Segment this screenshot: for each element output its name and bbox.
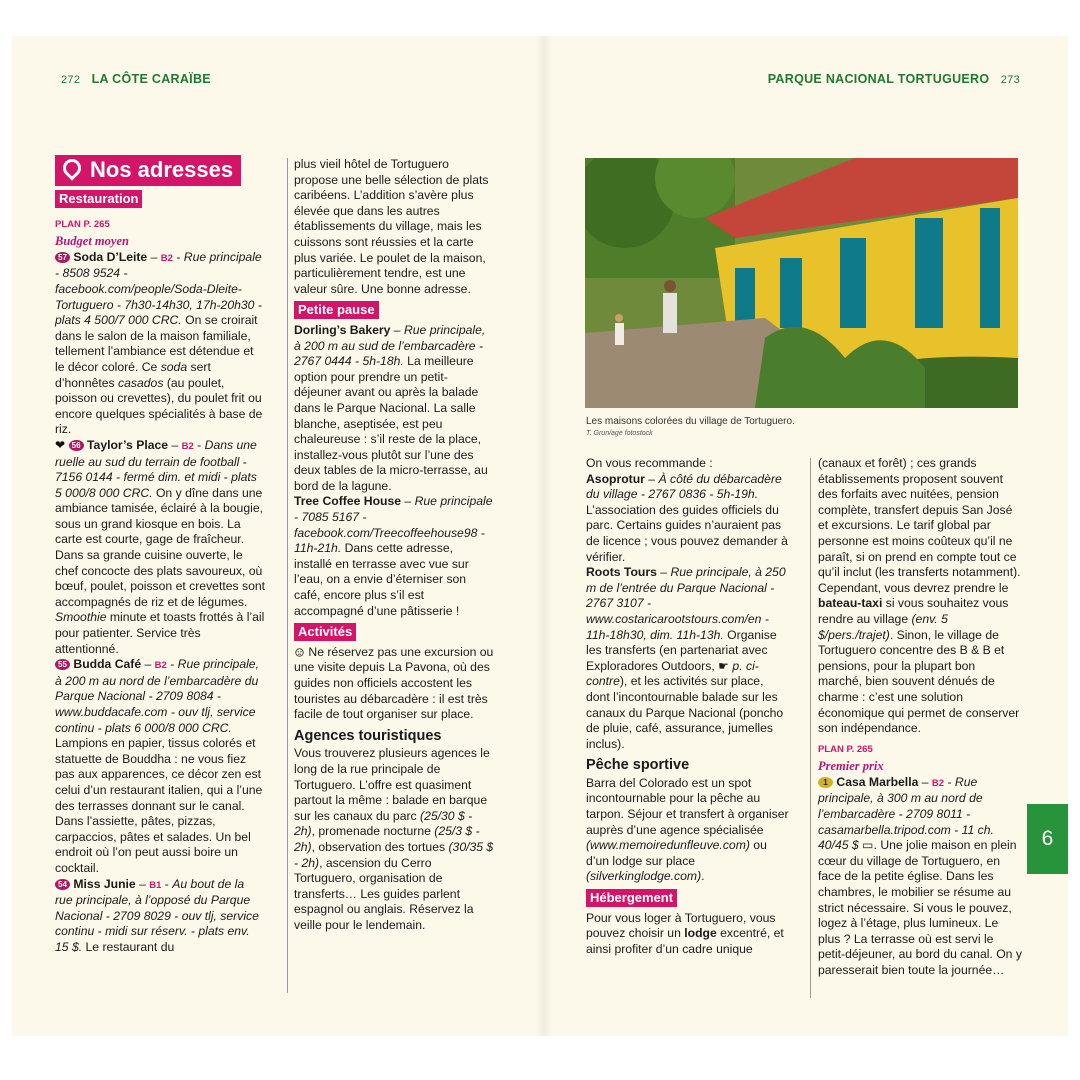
right-section-title: PARQUE NACIONAL TORTUGUERO <box>767 72 990 86</box>
entry-text: , promenade nocturne <box>311 824 435 839</box>
entry-details: Rue principale, à 250 m de l’entrée du Parque Nacional - 2767 3107 - www.costaricarootstours.com/en - 11h-18h30, dim. 11h-13h. <box>586 565 786 642</box>
entry-number-badge: 56 <box>69 440 84 451</box>
entry-text: , observation des tortues <box>311 839 449 854</box>
entry-taylors-place: ❤ 56 Taylor’s Place – B2 - Dans une ruelle au sud du terrain de football - 7156 0144 - fermé dim. et midi - plats 5 000/8 000 CRC. On y dîne dans une ambiance tamisée, éclairé à la bougie, sous un grand kiosque en bois. La carte est courte, gage de fraîcheur. Dans sa grande cuisine ouverte, le chef concocte des plats savoureux, où bœuf, poulet, poisson et crevettes sont accompagnés de riz et de légumes. Smoothie minute et toasts frottés à l’ail pour patienter. Service très attentionné. <box>55 437 266 656</box>
entry-soda-dleite: 57 Soda D’Leite – B2 - Rue principale - 8508 9524 - facebook.com/people/Soda-Dleite-Tortuguero - 7h30-14h30, 17h-20h30 - plats 4 500/7 000 CRC. On se croirait dans le salon de la maison familiale, tellement l’ambiance est détendue et le décor coloré. Ce soda sert d’honnêtes casados (au poulet, poisson ou crevettes), du poulet frit ou encore quelques spécialités à base de riz. <box>55 249 263 437</box>
plan-reference: PLAN P. 265 <box>55 218 110 230</box>
chapter-thumb-tab: 6 <box>1027 804 1068 874</box>
tag-restauration: Restauration <box>55 190 142 208</box>
entry-text: (au poulet, poisson ou crevettes), du poulet frit ou encore quelques spécialités à base de riz. <box>55 375 263 437</box>
entry-details: Rue principale, à 300 m au nord de l’embarcadère - 2709 8011 - casamarbella.tripod.com - 11 ch. 40/45 $ <box>818 774 994 853</box>
activities-warning <box>294 645 494 723</box>
entry-name: Soda D’Leite <box>73 249 148 264</box>
entry-text: La meilleure option pour prendre un petit-déjeuner avant ou après la balade dans le Parque Nacional. La salle blanche, aseptisée, est peu chaleureuse : s’il reste de la place, installez-vous plutôt sur l’une des deux tables de la micro-terrasse, au bord de la lagune. <box>294 354 488 493</box>
hebergement-intro <box>586 911 790 958</box>
entry-text: excentré, et ainsi profiter d’un cadre unique <box>586 926 784 956</box>
entry-casa-marbella: 1 Casa Marbella – B2 - Rue principale, à 300 m au nord de l’embarcadère - 2709 8011 - casamarbella.tripod.com - 11 ch. 40/45 $ ▭. Une jolie maison en plein cœur du village de Tortuguero, en face de la petite église. Dans les chambres, le mobilier se résume au strict nécessaire. Si vous le pouvez, logez à l’étage, plus lumineux. Le plus ? La terrasse où est servi le petit-déjeuner, au bord du canal. On y paresserait bien toute la journée… <box>818 774 1022 977</box>
subheading-peche: Pêche sportive <box>586 757 690 774</box>
entry-details: Rue principale, à 200 m au sud de l’embarcadère - 2767 0444 - 5h-18h. <box>294 322 486 369</box>
entry-name: Casa Marbella <box>836 774 919 789</box>
plan-reference: PLAN P. 265 <box>818 743 873 755</box>
entry-text: . Sinon, le village de Tortuguero concentre des B & B et pensions, pour la plupart bon marché, bien souvent dénués de charme : c’est une solution économique qui permet de conserver son indépendance. <box>818 627 1020 736</box>
column-3 <box>586 456 790 957</box>
book-gutter <box>536 36 552 1036</box>
entry-text-italic: (www.memoiredunfleuve.com) <box>586 838 750 853</box>
entry-text: Dans cette adresse, installé en terrasse avec vue sur l’eau, on a envie d’éterniser son café, encore plus s’il est accompagné d’une pâtisserie ! <box>294 541 469 618</box>
column-1 <box>55 155 265 956</box>
entry-details: À côté du débarcadère du village - 2767 0836 - 5h-19h. <box>586 471 782 502</box>
entry-name: Budda Café <box>73 657 142 672</box>
entry-details: Rue principale - 7085 5167 - facebook.com/Treecoffeehouse98 - 11h-21h. <box>294 494 493 556</box>
photo-caption: Les maisons colorées du village de Tortuguero. <box>586 416 795 427</box>
entry-budda-cafe: 55 Budda Café – B2 - Rue principale, à 200 m au nord de l’embarcadère du Parque Nacional - 2709 8084 - www.buddacafe.com - ouv tlj, service continu - plats 6 000/8 000 CRC. Lampions en papier, tissus colorés et statuette de Bouddha : ne vous fiez pas aux apparences, ce décor zen est celui d’un restaurant italien, qui a l’une des terrasses donnant sur le canal. Dans l’assiette, pâtes, pizzas, carpaccios, pâtes et salades. Un bel endroit où l’on peut aussi boire un cocktail. <box>55 657 263 875</box>
entry-details: Rue principale - 8508 9524 - facebook.com/people/Soda-Dleite-Tortuguero - 7h30-14h30, 17h-20h30 - plats 4 500/7 000 CRC. <box>55 249 262 328</box>
peche-text <box>586 776 790 885</box>
entry-text: Ne réservez pas une excursion ou une visite depuis La Pavona, où des guides non officiels accostent les touristes au débarcadère : il est très facile de tout organiser sur place. <box>294 644 494 722</box>
entry-number-badge: 57 <box>55 252 70 263</box>
entry-text: . <box>701 869 705 884</box>
entry-name: Taylor’s Place <box>87 437 169 452</box>
section-title: Nos adresses <box>90 157 234 183</box>
cross-reference-icon: ☛ <box>718 658 733 673</box>
entry-text: minute et toasts frottés à l’ail pour patienter. Service très attentionné. <box>55 610 265 656</box>
entry-text-bold: lodge <box>684 926 717 941</box>
subheading-agences: Agences touristiques <box>294 727 442 744</box>
entry-asoprotur: Asoprotur – À côté du débarcadère du village - 2767 0836 - 5h-19h. L’association des guides officiels du parc. Certains guides n’auraient pas de licence ; vous pouvez demander à vérifier. <box>586 471 788 564</box>
right-page-number: 273 <box>1000 74 1020 86</box>
tag-hebergement: Hébergement <box>586 889 677 907</box>
entry-text-italic: (env. 5 $/pers./trajet) <box>818 611 948 642</box>
entry-text-italic: Smoothie <box>55 610 107 625</box>
entry-name: Tree Coffee House <box>294 494 402 509</box>
entry-details: Au bout de la rue principale, à l’opposé du Parque Nacional - 2709 8029 - ouv tlj, service continu - midi sur réserv. - plats env. 15 $. <box>55 876 259 954</box>
continued-text: plus vieil hôtel de Tortuguero propose une belle sélection de plats caribéens. L’addition s’avère plus élevée que dans les autres établissements du village, mais les cuissons sont réussies et la carte plus variée. Le poulet de la maison, particulièrement tendre, est une valeur sûre. Une bonne adresse. <box>294 157 489 296</box>
budget-heading: Premier prix <box>818 759 884 774</box>
heart-icon: ❤ <box>55 437 66 452</box>
entry-text: sert d’honnêtes <box>55 359 211 390</box>
location-pin-icon <box>59 155 84 180</box>
entry-text-italic: soda <box>160 359 188 374</box>
entry-text: Organise les transferts (en partenariat avec Exploradores Outdoors, <box>586 627 777 673</box>
map-ref: B2 <box>931 777 945 789</box>
entry-text-bold: bateau-taxi <box>818 596 883 611</box>
entry-text: Barra del Colorado est un spot incontournable pour la pêche au tarpon. Séjour et transfert à organiser auprès d’une agence spécialisée <box>586 775 789 837</box>
entry-text: (canaux et forêt) ; ces grands établissements proposent souvent des forfaits avec nuitées, pension complète, transfert depuis San José et excursions. Le tarif global par personne est moins coûteux qu’il ne paraît, si on prend en compte tout ce qu’il inclut (les transferts notamment). Cependant, vous devrez prendre le <box>818 456 1021 595</box>
entry-text-italic: casados <box>118 375 164 390</box>
entry-name: Miss Junie <box>73 876 136 891</box>
entry-text: Lampions en papier, tissus colorés et statuette de Bouddha : ne vous fiez pas aux apparences, ce décor zen est celui d’un restaurant italien, qui a l’une des terrasses donnant sur le canal. Dans l’assiette, pâtes, pizzas, carpaccios, pâtes et salades. Un bel endroit où l’on peut aussi boire un cocktail. <box>55 736 263 875</box>
map-ref: B2 <box>181 440 194 452</box>
agences-text <box>294 746 494 933</box>
right-running-head <box>768 72 1020 86</box>
column-2 <box>294 157 494 934</box>
entry-miss-junie: 54 Miss Junie – B1 - Au bout de la rue principale, à l’opposé du Parque Nacional - 2709 8029 - ouv tlj, service continu - midi sur réserv. - plats env. 15 $. Le restaurant du <box>55 876 259 954</box>
tag-petite-pause: Petite pause <box>294 301 379 319</box>
entry-number-badge: 1 <box>818 777 833 788</box>
entry-tree-coffee-house: Tree Coffee House – Rue principale - 7085 5167 - facebook.com/Treecoffeehouse98 - 11h-21h. Dans cette adresse, installé en terrasse avec vue sur l’eau, on a envie d’éterniser son café, encore plus s’il est accompagné d’une pâtisserie ! <box>294 494 493 618</box>
entry-name: Asoprotur <box>586 471 645 486</box>
entry-details: Dans une ruelle au sud du terrain de football - 7156 0144 - fermé dim. et midi - plats 5 000/8 000 CRC. <box>55 437 257 500</box>
tag-activites: Activités <box>294 623 356 641</box>
entry-name: Roots Tours <box>586 565 657 580</box>
entry-text: Pour vous loger à Tortuguero, vous pouvez choisir un <box>586 910 776 941</box>
left-section-title: LA CÔTE CARAÏBE <box>91 72 211 86</box>
entry-text-italic: (30/35 $ - 2h) <box>294 839 494 870</box>
left-running-head <box>61 72 211 86</box>
entry-text: . Une jolie maison en plein cœur du village de Tortuguero, en face de la petite église. Dans les chambres, le mobilier se résume au strict nécessaire. Si vous le pouvez, logez à l’étage, plus lumineux. Le plus ? La terrasse où est servi le petit-déjeuner, au bord du canal. On y paresserait bien toute la journée… <box>818 838 1022 977</box>
entry-number-badge: 54 <box>55 879 70 890</box>
entry-text: ), et les activités sur place, dont l’incontournable balade sur les canaux du Parque Nacional (poncho de pluie, café, assurance, jumelles inclus). <box>586 674 784 751</box>
budget-heading: Budget moyen <box>55 234 129 249</box>
entry-dorlings-bakery: Dorling’s Bakery – Rue principale, à 200 m au sud de l’embarcadère - 2767 0444 - 5h-18h. La meilleure option pour prendre un petit-déjeuner avant ou après la balade dans le Parque Nacional. La salle blanche, aseptisée, est peu chaleureuse : s’il reste de la place, installez-vous plutôt sur l’une des deux tables de la micro-terrasse, au bord de la lagune. <box>294 322 488 493</box>
entry-text-italic: (silverkinglodge.com) <box>586 869 702 884</box>
photo-credit: T. Grun/age fotostock <box>586 430 653 437</box>
warning-face-icon <box>294 648 305 657</box>
column-divider <box>287 158 288 993</box>
entry-text-italic: (25/30 $ - 2h) <box>294 808 473 839</box>
column-4 <box>818 456 1022 979</box>
entry-text-italic: p. ci-contre <box>586 658 759 689</box>
entry-text: ou d’un lodge sur place <box>586 838 767 868</box>
recommend-intro: On vous recommande : <box>586 456 713 470</box>
village-photo <box>585 158 1018 408</box>
credit-card-icon: ▭ <box>858 838 874 853</box>
entry-text: On y dîne dans une ambiance tamisée, éclairé à la bougie, sous un grand kiosque en bois. La carte est courte, gage de fraîcheur. Dans sa grande cuisine ouverte, le chef concocte des plats savoureux, où bœuf, poulet, poisson et crevettes sont accompagnés de riz et de légumes. <box>55 485 266 609</box>
entry-text: si vous souhaitez vous rendre au village <box>818 596 1009 626</box>
entry-text: , ascension du Cerro Tortuguero, organisation de transferts… Les guides parlent espagnol ou anglais. Réservez la veille pour le lendemain. <box>294 855 474 932</box>
map-ref: B2 <box>160 252 173 264</box>
entry-text: L’association des guides officiels du parc. Certains guides n’auraient pas de licence ; vous pouvez demander à vérifier. <box>586 502 788 564</box>
entry-text: On se croirait dans le salon de la maison familiale, tellement l’ambiance est détendue et le décor coloré. Ce <box>55 313 258 374</box>
entry-text: Vous trouverez plusieurs agences le long de la rue principale de Tortuguero. L’offre est quasiment partout la même : balade en barque sur les canaux du parc <box>294 746 490 823</box>
left-page-number: 272 <box>61 74 81 86</box>
map-ref: B2 <box>154 660 167 672</box>
entry-name: Dorling’s Bakery <box>294 322 391 337</box>
map-ref: B1 <box>149 879 162 891</box>
section-title-box <box>55 155 241 186</box>
entry-text: Le restaurant du <box>82 939 175 954</box>
hebergement-text <box>818 456 1022 737</box>
entry-text-italic: (25/3 $ - 2h) <box>294 824 480 854</box>
entry-details: Rue principale, à 200 m au nord de l’embarcadère du Parque Nacional - 2709 8084 - www.buddacafe.com - ouv tlj, service continu - plats 6 000/8 000 CRC. <box>55 657 259 735</box>
entry-roots-tours: Roots Tours – Rue principale, à 250 m de l’entrée du Parque Nacional - 2767 3107 - www.costaricarootstours.com/en - 11h-18h30, dim. 11h-13h. Organise les transferts (en partenariat avec Exploradores Outdoors, ☛ p. ci-contre), et les activités sur place, dont l’incontournable balade sur les canaux du Parque Nacional (poncho de pluie, café, assurance, jumelles inclus). <box>586 565 786 751</box>
entry-number-badge: 55 <box>55 659 70 670</box>
column-divider <box>810 458 811 998</box>
